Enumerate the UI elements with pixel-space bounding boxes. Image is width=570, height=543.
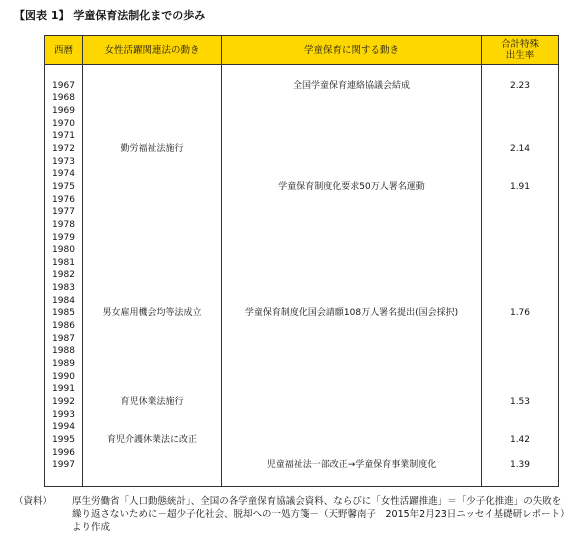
tfr-cell — [482, 168, 559, 181]
tfr-cell — [482, 269, 559, 282]
movement-cell — [222, 117, 482, 130]
law-cell — [83, 231, 222, 244]
movement-cell — [222, 130, 482, 143]
table-row — [45, 143, 559, 156]
law-cell — [83, 256, 222, 269]
table-row — [45, 345, 559, 358]
table-row — [45, 92, 559, 105]
table-row — [45, 168, 559, 181]
year-cell: 1980 — [45, 244, 83, 257]
law-cell: 育児休業法施行 — [83, 396, 222, 409]
law-cell — [83, 79, 222, 92]
header-year: 西暦 — [45, 36, 83, 65]
table-row — [45, 459, 559, 472]
law-cell — [83, 168, 222, 181]
source-note-text: 厚生労働省「人口動態統計」、全国の各学童保育協議会資料、ならびに「女性活躍推進」＝「少子化推進」の失敗を繰り返さないために－超少子化社会、脱却への一処方箋－（天野馨南子 2015年2月23日ニッセイ基礎研レポート）より作成 — [72, 496, 565, 533]
year-cell: 1996 — [45, 446, 83, 459]
tfr-cell — [482, 219, 559, 232]
year-cell: 1984 — [45, 294, 83, 307]
year-cell: 1968 — [45, 92, 83, 105]
law-cell — [83, 446, 222, 459]
table-row — [45, 282, 559, 295]
tfr-cell — [482, 105, 559, 118]
law-cell — [83, 459, 222, 472]
table-row — [45, 370, 559, 383]
header-movement: 学童保育に関する動き — [222, 36, 482, 65]
year-cell: 1967 — [45, 79, 83, 92]
movement-cell — [222, 244, 482, 257]
law-cell — [83, 206, 222, 219]
table-row — [45, 396, 559, 409]
movement-cell: 児童福祉法一部改正→学童保育事業制度化 — [222, 459, 482, 472]
movement-cell — [222, 231, 482, 244]
tfr-cell — [482, 193, 559, 206]
year-cell: 1976 — [45, 193, 83, 206]
movement-cell — [222, 434, 482, 447]
table-row — [45, 256, 559, 269]
movement-cell: 学童保育制度化要求50万人署名運動 — [222, 181, 482, 194]
movement-cell — [222, 155, 482, 168]
movement-cell — [222, 332, 482, 345]
law-cell — [83, 219, 222, 232]
year-cell: 1988 — [45, 345, 83, 358]
tfr-cell — [482, 370, 559, 383]
spacer-cell — [222, 472, 482, 487]
spacer-cell — [83, 65, 222, 80]
tfr-cell — [482, 345, 559, 358]
year-cell: 1977 — [45, 206, 83, 219]
tfr-cell: 1.91 — [482, 181, 559, 194]
law-cell — [83, 358, 222, 371]
table-row — [45, 434, 559, 447]
page-title: 【図表 1】 学童保育法制化までの歩み — [14, 9, 206, 22]
year-cell: 1985 — [45, 307, 83, 320]
table-row — [45, 206, 559, 219]
year-cell: 1972 — [45, 143, 83, 156]
tfr-cell — [482, 320, 559, 333]
movement-cell — [222, 358, 482, 371]
movement-cell — [222, 143, 482, 156]
year-cell: 1991 — [45, 383, 83, 396]
tfr-cell — [482, 294, 559, 307]
year-cell: 1975 — [45, 181, 83, 194]
tfr-cell: 1.53 — [482, 396, 559, 409]
table-row — [45, 358, 559, 371]
movement-cell — [222, 421, 482, 434]
table-row — [45, 105, 559, 118]
table-row — [45, 269, 559, 282]
table-row — [45, 155, 559, 168]
table-row — [45, 408, 559, 421]
year-cell: 1994 — [45, 421, 83, 434]
law-cell — [83, 269, 222, 282]
tfr-cell — [482, 130, 559, 143]
law-cell — [83, 130, 222, 143]
movement-cell — [222, 92, 482, 105]
law-cell — [83, 155, 222, 168]
year-cell: 1979 — [45, 231, 83, 244]
tfr-cell: 2.23 — [482, 79, 559, 92]
table-row — [45, 130, 559, 143]
law-cell — [83, 92, 222, 105]
movement-cell: 全国学童保育連絡協議会結成 — [222, 79, 482, 92]
movement-cell — [222, 408, 482, 421]
table-row — [45, 383, 559, 396]
tfr-cell: 1.39 — [482, 459, 559, 472]
movement-cell — [222, 396, 482, 409]
table-header-row — [45, 36, 559, 65]
tfr-cell — [482, 332, 559, 345]
law-cell — [83, 244, 222, 257]
header-law: 女性活躍関連法の動き — [83, 36, 222, 65]
year-cell: 1997 — [45, 459, 83, 472]
year-cell: 1970 — [45, 117, 83, 130]
spacer-cell — [482, 65, 559, 80]
movement-cell — [222, 446, 482, 459]
spacer-cell — [45, 65, 83, 80]
law-cell — [83, 370, 222, 383]
tfr-cell — [482, 92, 559, 105]
movement-cell — [222, 282, 482, 295]
tfr-cell — [482, 231, 559, 244]
tfr-cell — [482, 155, 559, 168]
movement-cell — [222, 256, 482, 269]
tfr-cell — [482, 358, 559, 371]
spacer-cell — [83, 472, 222, 487]
movement-cell — [222, 294, 482, 307]
law-cell — [83, 105, 222, 118]
movement-cell — [222, 269, 482, 282]
year-cell: 1969 — [45, 105, 83, 118]
tfr-cell: 1.76 — [482, 307, 559, 320]
year-cell: 1978 — [45, 219, 83, 232]
table-row — [45, 446, 559, 459]
law-cell — [83, 282, 222, 295]
year-cell: 1974 — [45, 168, 83, 181]
tfr-cell: 1.42 — [482, 434, 559, 447]
history-table — [44, 35, 559, 487]
movement-cell — [222, 193, 482, 206]
tfr-cell — [482, 446, 559, 459]
year-cell: 1987 — [45, 332, 83, 345]
table-row — [45, 421, 559, 434]
movement-cell — [222, 320, 482, 333]
table-row — [45, 320, 559, 333]
movement-cell — [222, 345, 482, 358]
movement-cell — [222, 105, 482, 118]
law-cell — [83, 320, 222, 333]
header-tfr: 合計特殊 出生率 — [482, 36, 559, 65]
table-body — [45, 65, 559, 487]
law-cell — [83, 383, 222, 396]
table-row — [45, 117, 559, 130]
tfr-cell — [482, 117, 559, 130]
year-cell: 1986 — [45, 320, 83, 333]
movement-cell: 学童保育制度化国会請願108万人署名提出(国会採択) — [222, 307, 482, 320]
law-cell — [83, 332, 222, 345]
movement-cell — [222, 383, 482, 396]
table-row — [45, 79, 559, 92]
law-cell: 勤労福祉法施行 — [83, 143, 222, 156]
year-cell: 1973 — [45, 155, 83, 168]
year-cell: 1971 — [45, 130, 83, 143]
year-cell: 1990 — [45, 370, 83, 383]
table-row — [45, 181, 559, 194]
law-cell — [83, 421, 222, 434]
table-row — [45, 294, 559, 307]
movement-cell — [222, 206, 482, 219]
law-cell — [83, 294, 222, 307]
year-cell: 1981 — [45, 256, 83, 269]
year-cell: 1992 — [45, 396, 83, 409]
movement-cell — [222, 219, 482, 232]
table-row — [45, 307, 559, 320]
table-row — [45, 193, 559, 206]
tfr-cell — [482, 244, 559, 257]
year-cell: 1995 — [45, 434, 83, 447]
year-cell: 1982 — [45, 269, 83, 282]
law-cell: 育児介護休業法に改正 — [83, 434, 222, 447]
tfr-cell — [482, 282, 559, 295]
tfr-cell — [482, 408, 559, 421]
law-cell — [83, 117, 222, 130]
year-cell: 1983 — [45, 282, 83, 295]
source-note — [14, 495, 566, 534]
table-row — [45, 219, 559, 232]
table-row — [45, 231, 559, 244]
law-cell — [83, 181, 222, 194]
tfr-cell — [482, 421, 559, 434]
source-note-label: （資料） — [14, 496, 53, 507]
law-cell — [83, 408, 222, 421]
table-spacer-row — [45, 65, 559, 80]
tfr-cell — [482, 383, 559, 396]
spacer-cell — [45, 472, 83, 487]
tfr-cell — [482, 256, 559, 269]
tfr-cell: 2.14 — [482, 143, 559, 156]
year-cell: 1989 — [45, 358, 83, 371]
movement-cell — [222, 168, 482, 181]
spacer-cell — [482, 472, 559, 487]
year-cell: 1993 — [45, 408, 83, 421]
tfr-cell — [482, 206, 559, 219]
law-cell: 男女雇用機会均等法成立 — [83, 307, 222, 320]
law-cell — [83, 193, 222, 206]
law-cell — [83, 345, 222, 358]
spacer-cell — [222, 65, 482, 80]
table-spacer-row — [45, 472, 559, 487]
table-row — [45, 332, 559, 345]
table-row — [45, 244, 559, 257]
movement-cell — [222, 370, 482, 383]
